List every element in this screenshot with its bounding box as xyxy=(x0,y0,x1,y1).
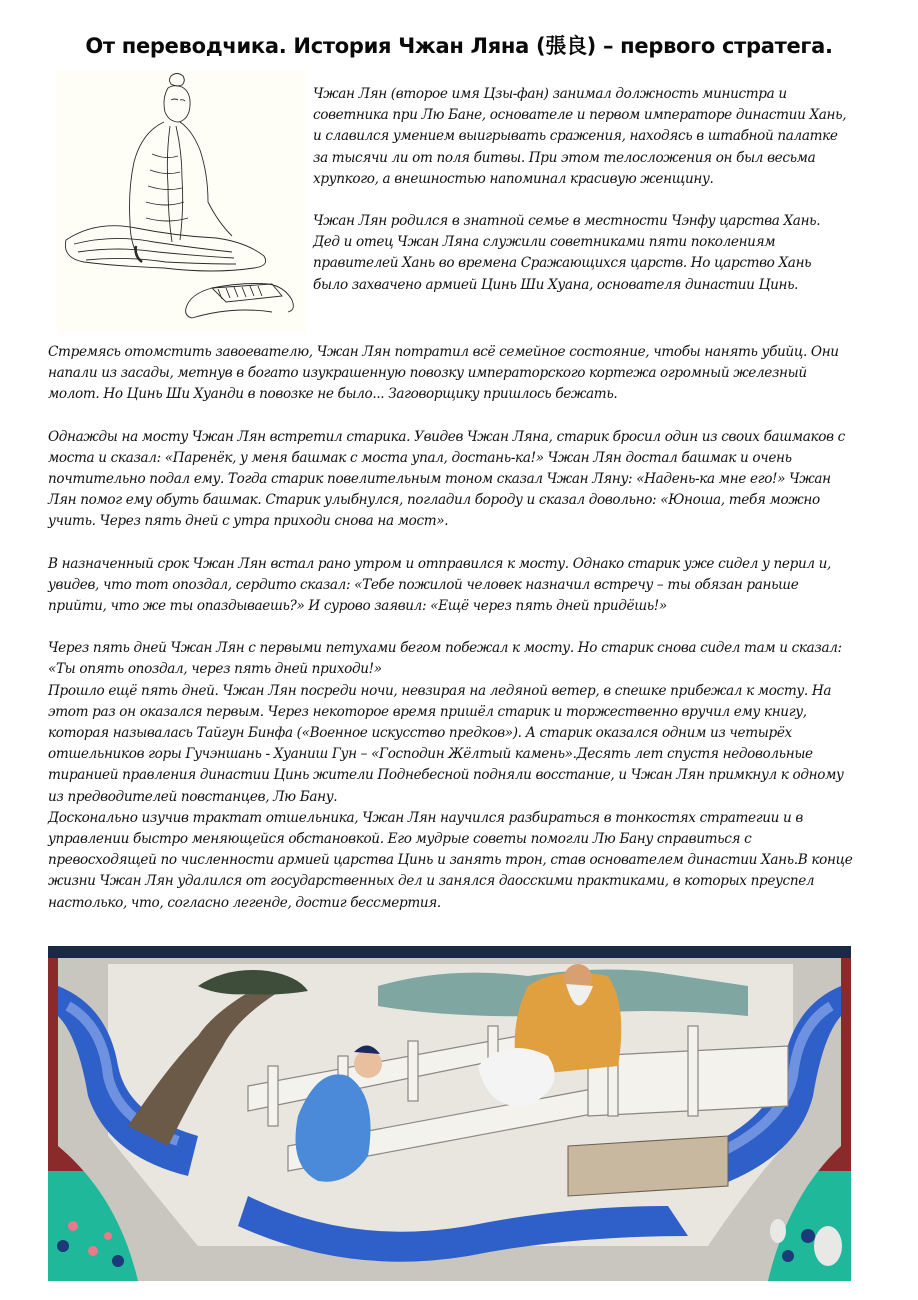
body-paragraph: Прошло ещё пять дней. Чжан Лян посреди ночи, невзирая на ледяной ветер, в спешке прибежал к мосту. На этот раз он оказался первым. Через некоторое время пришёл старик и торжественно вручил ему книгу, которая называлась Тайгун Бинфа («Военное искусство предков»). А старик оказался одним из четырёх отшельников горы Гучэншань - Хуаниш Гун – «Господин Жёлтый камень».Десять лет спустя недовольные тиранией правления династии Цинь жители Поднебесной подняли восстание, и Чжан Лян примкнул к одному из предводителей повстанцев, Лю Бану. xyxy=(48,682,844,805)
body-text xyxy=(48,342,854,914)
body-paragraph: В назначенный срок Чжан Лян встал рано утром и отправился к мосту. Однако старик уже сидел у перил и, увидев, что тот опоздал, сердито сказал: «Тебе пожилой человек назначил встречу – ты обязан раньше прийти, что же ты опаздываешь?» И сурово заявил: «Ещё через пять дней придёшь!» xyxy=(48,555,832,615)
body-paragraph: Через пять дней Чжан Лян с первыми петухами бегом побежал к мосту. Но старик снова сидел там и сказал: «Ты опять опоздал, через пять дней приходи!» xyxy=(48,640,842,678)
body-paragraph: Досконально изучив трактат отшельника, Чжан Лян научился разбираться в тонкостях стратегии и в управлении быстро меняющейся обстановкой. Его мудрые советы помогли Лю Бану справиться с превосходящей по численности армией царства Цинь и занять трон, став основателем династии Хань.В конце жизни Чжан Лян удалился от государственных дел и занялся даосскими практиками, в которых преуспел настолько, что, согласно легенде, достиг бессмертия. xyxy=(48,809,853,911)
intro-paragraph: Чжан Лян родился в знатной семье в местности Чэнфу царства Хань. Дед и отец Чжан Ляна служили советниками пяти поколениям правителей Хань во времена Сражающихся царств. Но царство Хань было захвачено армией Цинь Ши Хуана, основателя династии Цинь. xyxy=(313,213,821,293)
intro-text xyxy=(313,84,848,296)
body-paragraph: Стремясь отомстить завоевателю, Чжан Лян потратил всё семейное состояние, чтобы нанять убийц. Они напали из засады, метнув в богато изукрашенную повозку императорского кортежа огромный железный молот. Но Цинь Ши Хуанди в повозке не было... Заговорщику пришлось бежать. xyxy=(48,344,839,403)
seated-scholar-illustration xyxy=(56,70,306,332)
body-paragraph: Однажды на мосту Чжан Лян встретил старика. Увидев Чжан Ляна, старик бросил один из своих башмаков с моста и сказал: «Паренёк, у меня башмак с моста упал, достань-ка!» Чжан Лян достал башмак и очень почтительно подал ему. Тогда старик повелительным тоном сказал Чжан Ляну: «Надень-ка мне его!» Чжан Лян помог ему обуть башмак. Старик улыбнулся, погладил бороду и сказал довольно: «Юноша, тебя можно учить. Через пять дней с утра приходи снова на мост». xyxy=(48,428,845,530)
page-title: От переводчика. История Чжан Ляна (張良) – первого стратега. xyxy=(85,34,833,58)
intro-paragraph: Чжан Лян (второе имя Цзы-фан) занимал должность министра и советника при Лю Бане, основателе и первом императоре династии Хань, и славился умением выигрывать сражения, находясь в штабной палатке за тысячи ли от поля битвы. При этом телосложения он был весьма хрупкого, а внешностью напоминал красивую женщину. xyxy=(313,86,847,187)
bridge-mural-painting xyxy=(48,946,851,1281)
